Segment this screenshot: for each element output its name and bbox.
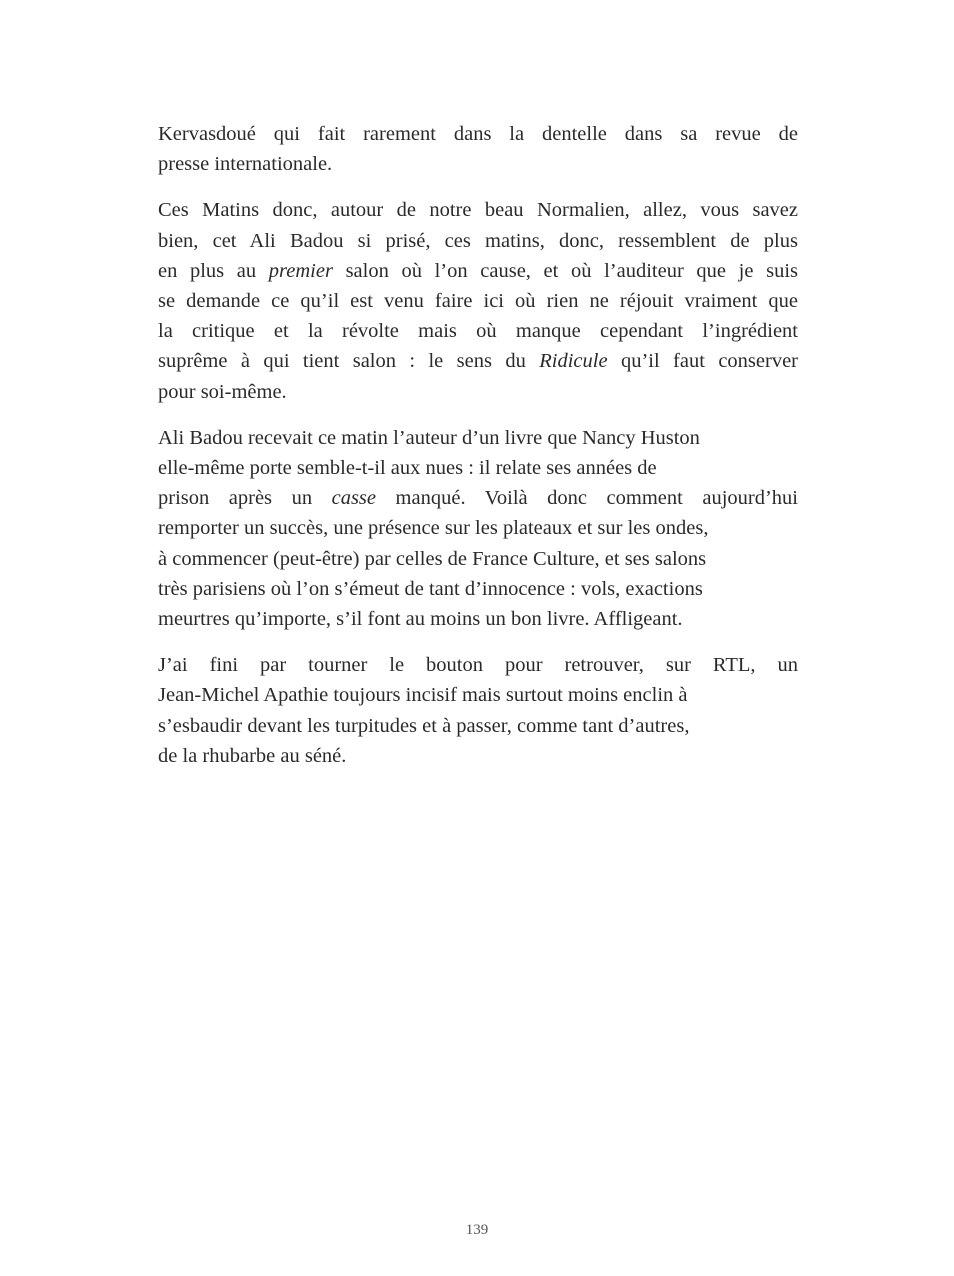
text-line: Kervasdoué qui fait rarement dans la dentelle dans sa revue de xyxy=(158,123,798,145)
italic-word-ridicule: Ridicule xyxy=(539,350,608,373)
text-line: elle-même porte semble-t-il aux nues : il relate ses années de xyxy=(158,457,657,480)
paragraph-1 xyxy=(158,119,798,179)
text-line: meurtres qu’importe, s’il font au moins un bon livre. Affligeant. xyxy=(158,608,683,631)
text-line: très parisiens où l’on s’émeut de tant d’innocence : vols, exactions xyxy=(158,577,703,600)
text-line: à commencer (peut-être) par celles de France Culture, et ses salons xyxy=(158,547,707,570)
text-line: bien, cet Ali Badou si prisé, ces matins, donc, ressemblent de plus xyxy=(158,229,798,252)
text-line: la critique et la révolte mais où manque cependant l’ingrédient xyxy=(158,320,798,343)
text-line: s’esbaudir devant les turpitudes et à passer, comme tant d’autres, xyxy=(158,714,690,737)
italic-word-premier: premier xyxy=(268,259,333,282)
body-text xyxy=(158,119,798,787)
text-line: pour soi-même. xyxy=(158,380,287,403)
text-line: Ces Matins donc, autour de notre beau Normalien, allez, vous savez xyxy=(158,199,798,222)
text-line: remporter un succès, une présence sur les plateaux et sur les ondes, xyxy=(158,517,709,540)
text-line: en plus au premier salon où l’on cause, et où l’auditeur que je suis xyxy=(158,259,798,282)
paragraph-3 xyxy=(158,423,798,634)
text-line: de la rhubarbe au séné. xyxy=(158,744,347,767)
text-line: Jean-Michel Apathie toujours incisif mais surtout moins enclin à xyxy=(158,684,688,707)
paragraph-4 xyxy=(158,650,798,771)
text-line: suprême à qui tient salon : le sens du Ridicule qu’il faut conserver xyxy=(158,350,798,373)
paragraph-2 xyxy=(158,195,798,406)
italic-word-casse: casse xyxy=(331,487,377,510)
text-line: presse internationale. xyxy=(158,153,333,176)
text-line: se demande ce qu’il est venu faire ici où rien ne réjouit vraiment que xyxy=(158,290,798,313)
page-number: 139 xyxy=(465,1222,489,1238)
text-line: prison après un casse manqué. Voilà donc comment aujourd’hui xyxy=(158,487,798,510)
text-line: J’ai fini par tourner le bouton pour retrouver, sur RTL, un xyxy=(158,654,798,677)
text-line: Ali Badou recevait ce matin l’auteur d’un livre que Nancy Huston xyxy=(158,426,700,449)
